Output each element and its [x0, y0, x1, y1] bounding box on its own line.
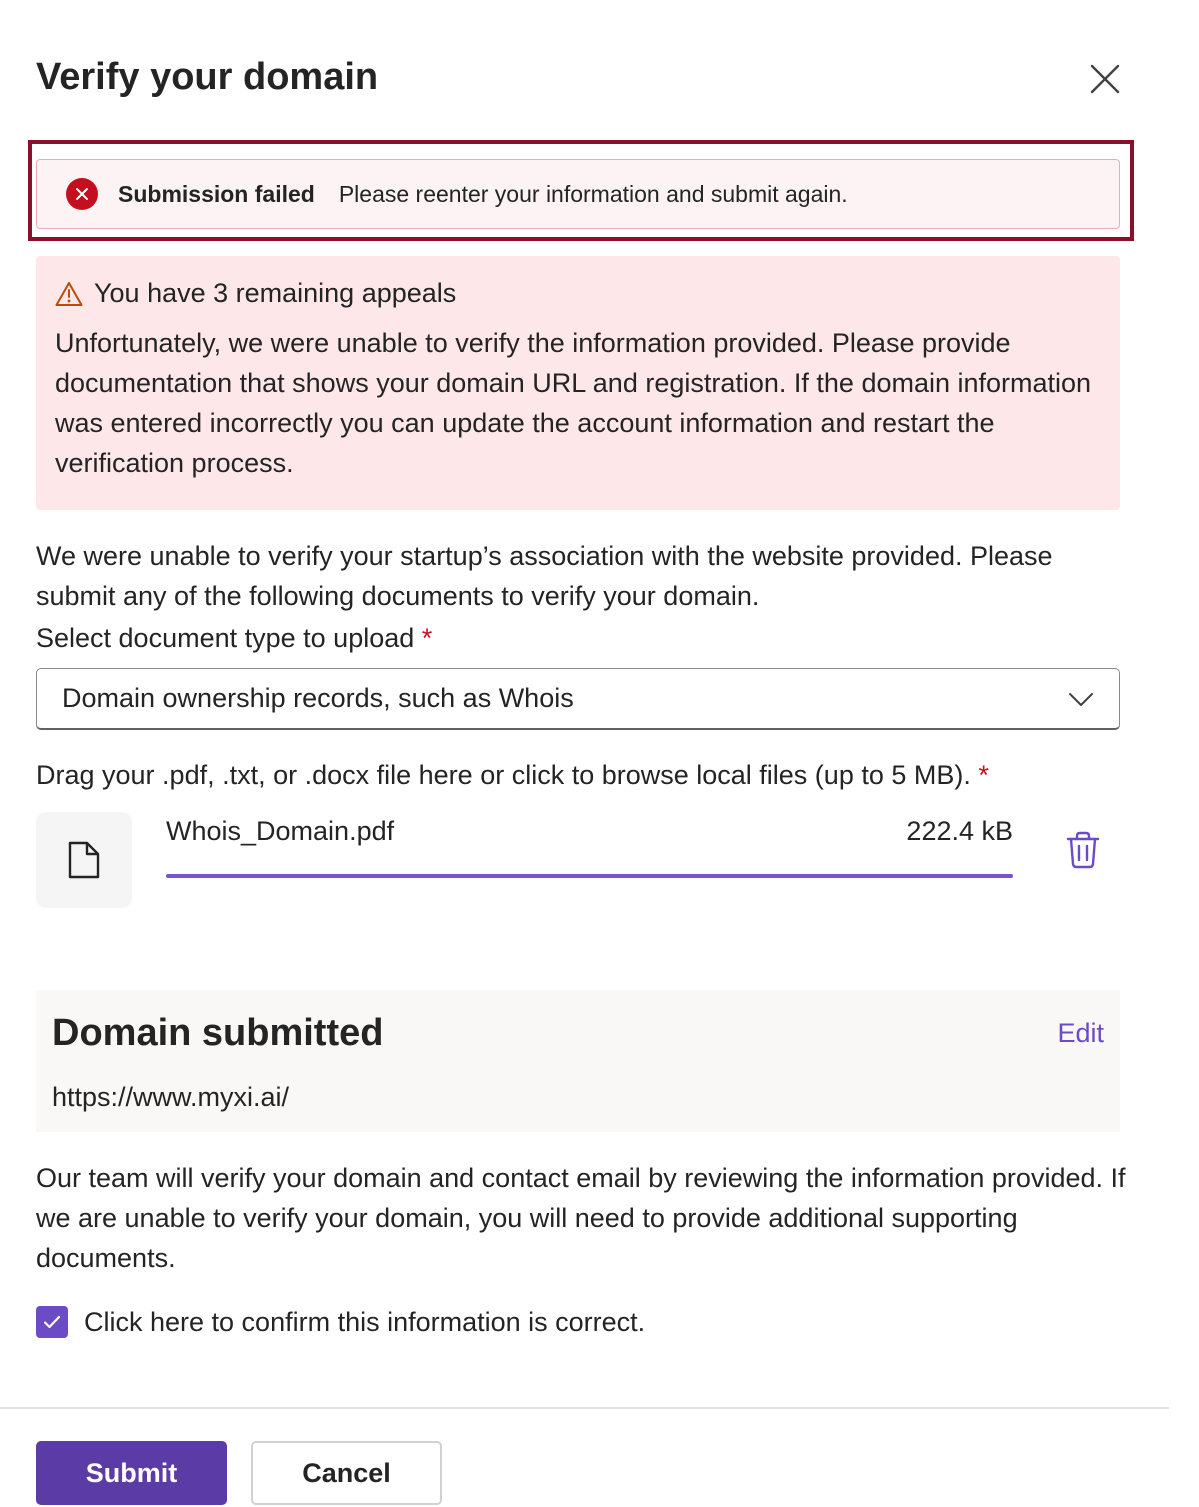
warning-triangle-icon: [55, 281, 83, 307]
confirm-row: [36, 1306, 645, 1338]
upload-label: [36, 760, 989, 791]
confirm-label[interactable]: Click here to confirm this information is correct.: [84, 1306, 646, 1337]
confirm-checkbox[interactable]: [36, 1306, 68, 1338]
close-button[interactable]: [1084, 58, 1126, 100]
uploaded-file-size: 222.4 kB: [906, 816, 1013, 846]
warning-title: You have 3 remaining appeals: [94, 278, 457, 308]
document-type-label-text: Select document type to upload: [36, 623, 415, 653]
trash-icon: [1065, 831, 1101, 869]
uploaded-file-name: Whois_Domain.pdf: [166, 816, 395, 846]
document-type-dropdown[interactable]: [36, 668, 1120, 730]
document-type-label: [36, 623, 432, 654]
error-title: Submission failed: [118, 180, 315, 207]
footer-divider: [0, 1407, 1169, 1409]
file-thumbnail: [36, 812, 132, 908]
submitted-domain-url: https://www.myxi.ai/: [52, 1082, 290, 1112]
error-circle-icon: [66, 178, 98, 210]
checkmark-icon: [43, 1315, 61, 1329]
edit-domain-link[interactable]: Edit: [1057, 1018, 1104, 1048]
delete-file-button[interactable]: [1065, 831, 1101, 874]
document-type-selected-value: Domain ownership records, such as Whois: [62, 683, 574, 713]
upload-progress-bar: [166, 874, 1013, 878]
required-asterisk: *: [978, 760, 989, 790]
domain-submitted-title: Domain submitted: [52, 1012, 384, 1054]
upload-progress-fill: [166, 874, 1013, 878]
appeals-warning-box: [36, 256, 1120, 510]
submit-button[interactable]: Submit: [36, 1441, 227, 1505]
dialog-title: Verify your domain: [36, 56, 379, 98]
close-icon: [1090, 64, 1120, 94]
verification-note: Our team will verify your domain and contact email by reviewing the information provided. If we are unable to verify your domain, you will need to provide additional supporting documents.: [36, 1163, 1126, 1273]
cancel-button[interactable]: Cancel: [251, 1441, 442, 1505]
error-message: Please reenter your information and submit again.: [338, 180, 848, 207]
required-asterisk: *: [421, 623, 433, 653]
domain-submitted-card: [36, 990, 1120, 1132]
upload-label-text: Drag your .pdf, .txt, or .docx file here or click to browse local files (up to 5 MB).: [36, 760, 971, 790]
error-message-bar: [36, 159, 1120, 229]
intro-text: We were unable to verify your startup’s association with the website provided. Please submit any of the following documents to verify your domain.: [36, 541, 1053, 611]
warning-body: Unfortunately, we were unable to verify the information provided. Please provide documentation that shows your domain URL and registration. If the domain information was entered incorrectly you can update the account information and restart the verification process.: [55, 328, 1092, 478]
chevron-down-icon: [1067, 687, 1095, 711]
document-icon: [66, 840, 102, 880]
